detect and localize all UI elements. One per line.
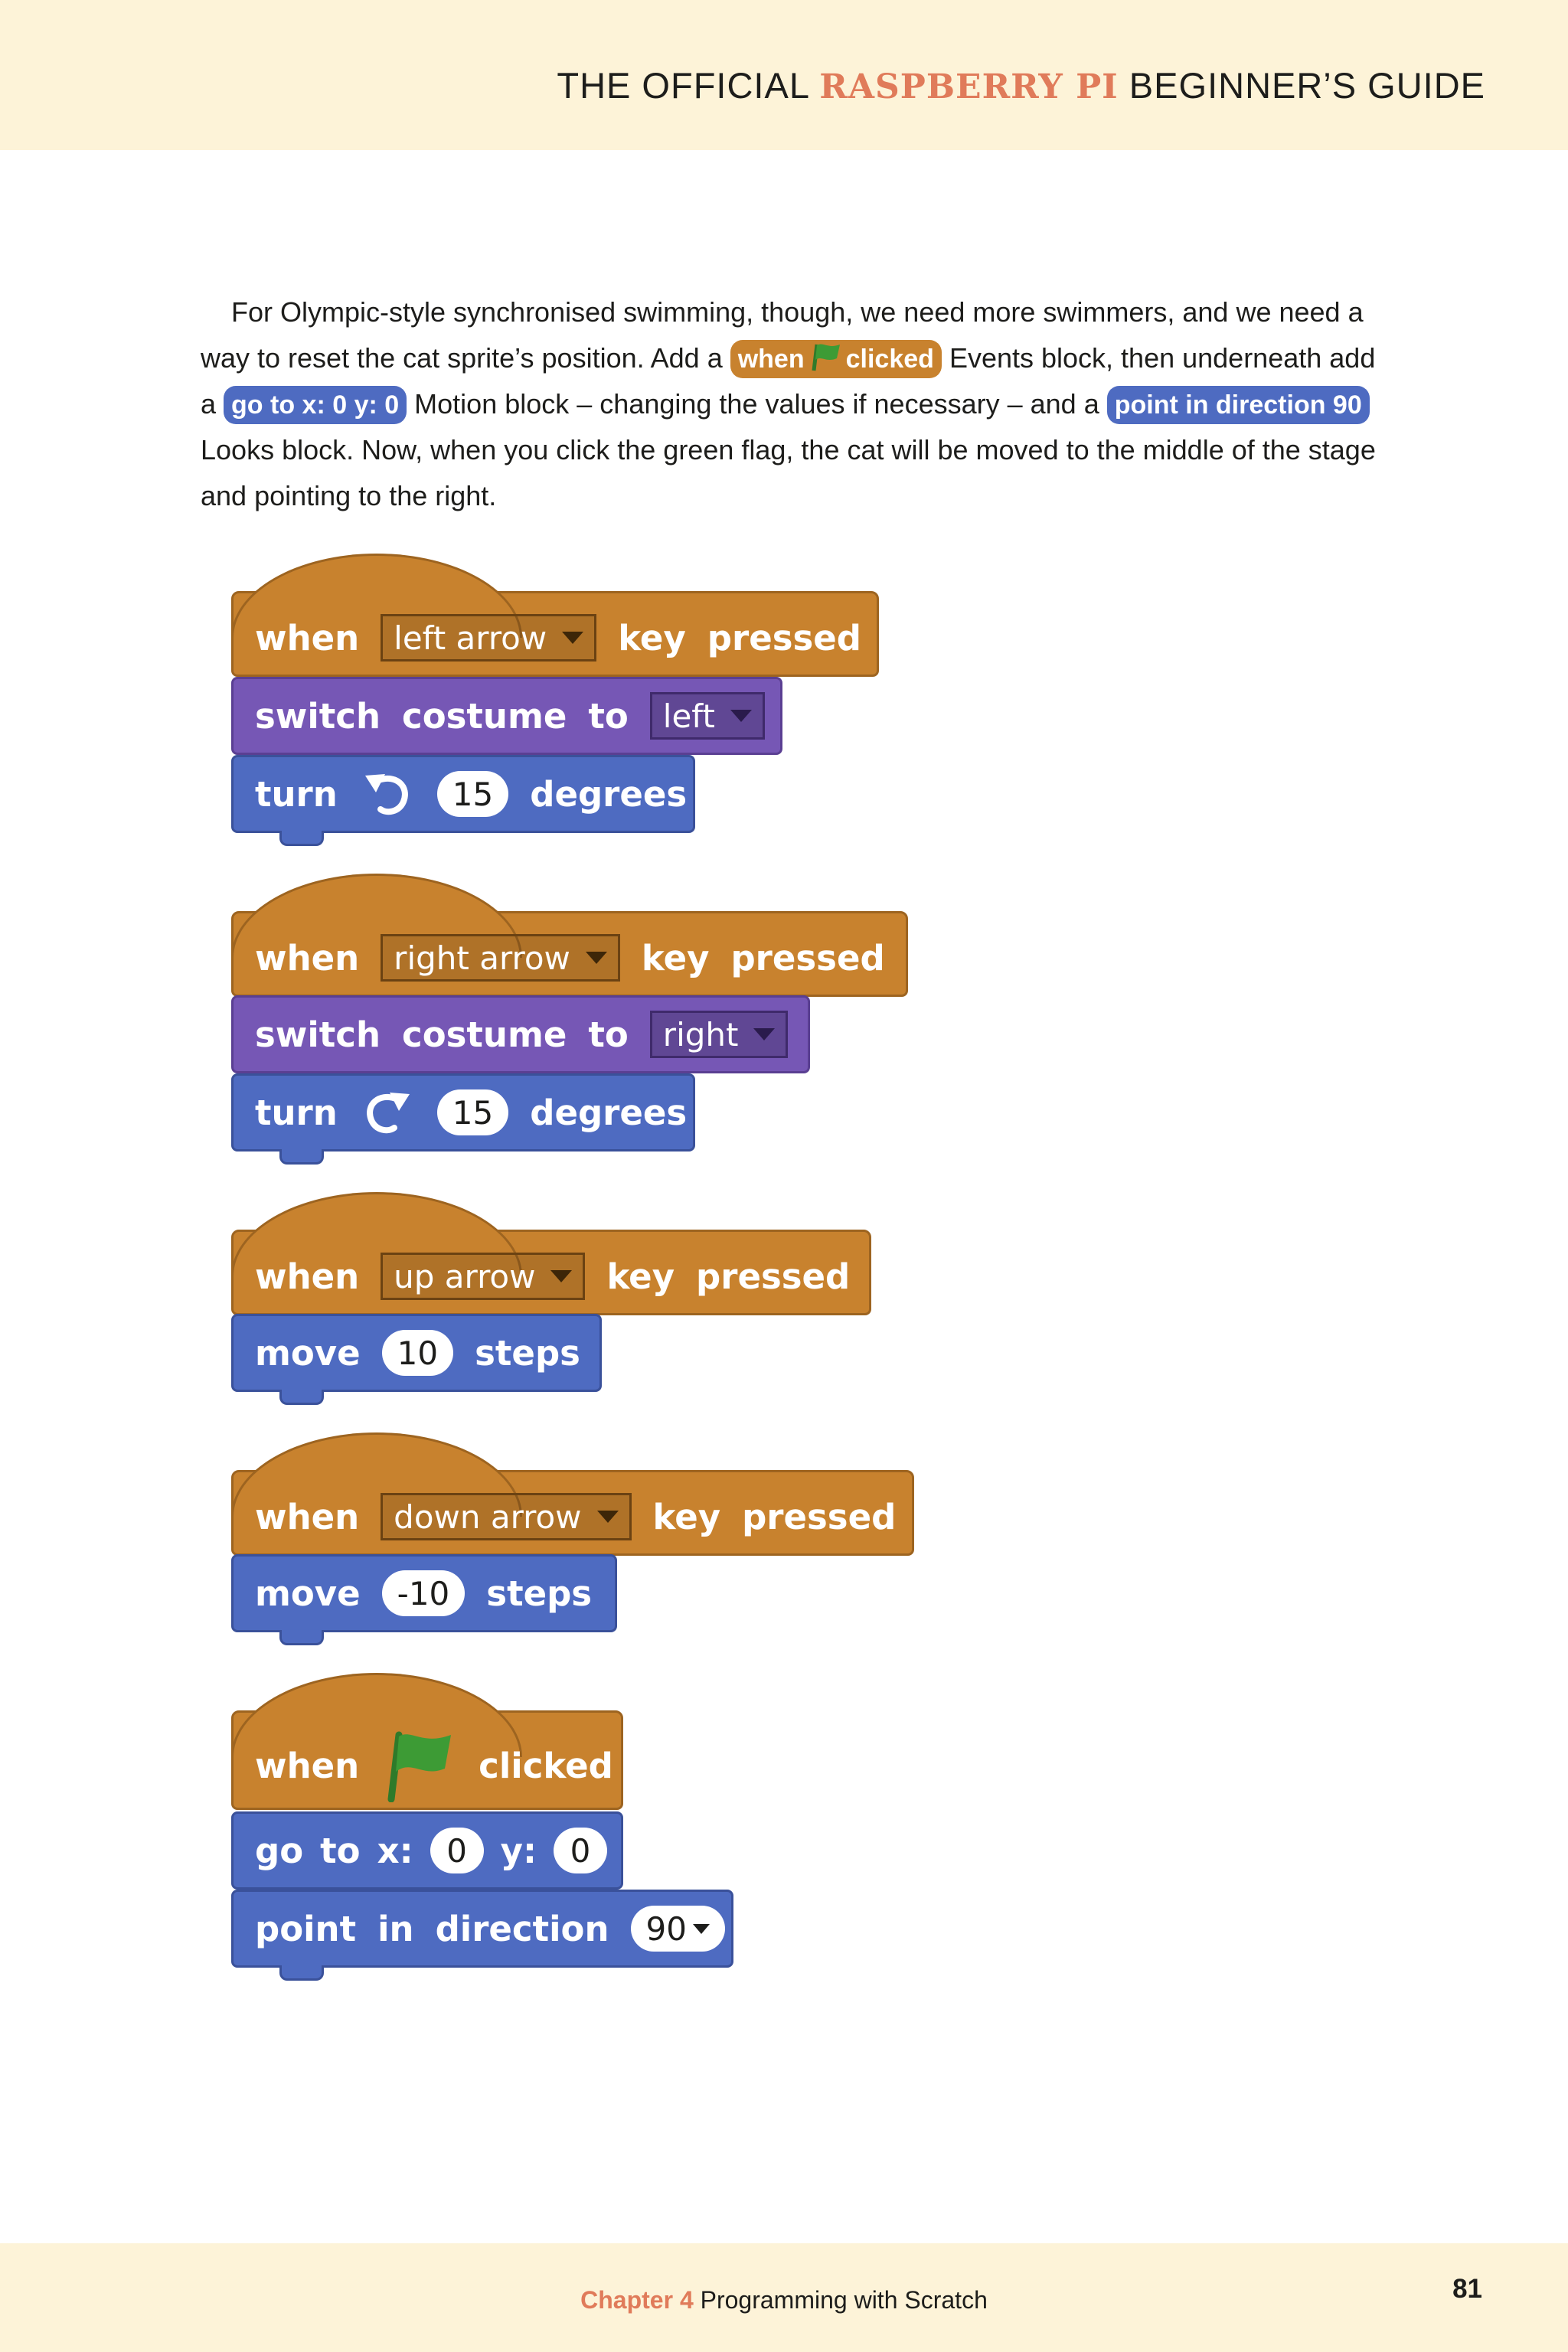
block-switch-costume-right[interactable] xyxy=(231,995,810,1073)
label-pressed: pressed xyxy=(742,1496,897,1537)
label-turn: turn xyxy=(255,1092,338,1133)
title-pre: THE OFFICIAL xyxy=(557,65,820,106)
label-steps: steps xyxy=(486,1573,593,1614)
page-header xyxy=(0,0,1568,150)
label-pressed: pressed xyxy=(696,1256,851,1297)
chevron-down-icon xyxy=(753,1028,775,1040)
key-dropdown[interactable] xyxy=(381,614,596,662)
key-dropdown[interactable] xyxy=(381,934,620,982)
inline-goto-block: go to x: 0 y: 0 xyxy=(224,386,407,424)
steps-input[interactable]: -10 xyxy=(382,1570,466,1616)
block-notch xyxy=(279,1390,324,1405)
rotate-left-icon xyxy=(359,769,416,818)
y-input[interactable]: 0 xyxy=(554,1828,607,1873)
chapter-title: Programming with Scratch xyxy=(693,2286,988,2314)
key-dropdown[interactable] xyxy=(381,1253,585,1300)
label-x: x: xyxy=(377,1830,413,1871)
label-when: when xyxy=(255,617,360,658)
chevron-down-icon xyxy=(562,632,583,644)
key-dropdown[interactable] xyxy=(381,1493,631,1540)
hat-when-flag-clicked[interactable] xyxy=(231,1710,623,1810)
label-switch: switch xyxy=(255,695,381,737)
key-option: right arrow xyxy=(394,939,570,977)
body-paragraph xyxy=(201,289,1380,519)
key-option: down arrow xyxy=(394,1498,582,1536)
label-pressed: pressed xyxy=(730,937,885,978)
pill-when-label: when xyxy=(737,345,805,374)
label-key: key xyxy=(618,617,686,658)
block-move-minus-10[interactable] xyxy=(231,1554,617,1632)
chevron-down-icon xyxy=(693,1924,710,1934)
text-run: Looks block. Now, when you click the green flag, the cat will be moved to the middle of the stage and pointing to the right. xyxy=(201,434,1376,511)
chevron-down-icon xyxy=(550,1270,572,1282)
hat-when-key-pressed-up[interactable] xyxy=(231,1230,871,1315)
label-costume: costume xyxy=(402,1014,567,1055)
key-option: left arrow xyxy=(394,619,547,657)
title-post: BEGINNER’S GUIDE xyxy=(1118,65,1485,106)
block-turn-left[interactable] xyxy=(231,755,695,833)
label-in: in xyxy=(377,1908,414,1949)
block-point-in-direction[interactable] xyxy=(231,1890,733,1968)
chapter-label: Chapter 4 xyxy=(580,2286,694,2314)
label-steps: steps xyxy=(475,1332,580,1374)
chevron-down-icon xyxy=(730,710,752,722)
block-turn-right[interactable] xyxy=(231,1073,695,1152)
chapter-caption xyxy=(0,2286,1568,2314)
costume-dropdown[interactable] xyxy=(650,1011,789,1058)
label-clicked: clicked xyxy=(479,1745,613,1786)
key-option: up arrow xyxy=(394,1257,536,1295)
label-switch: switch xyxy=(255,1014,381,1055)
hat-when-key-pressed-right[interactable] xyxy=(231,911,908,997)
costume-option: right xyxy=(662,1015,739,1054)
label-degrees: degrees xyxy=(530,1092,688,1133)
book-title xyxy=(557,64,1485,106)
label-key: key xyxy=(641,937,710,978)
x-input[interactable]: 0 xyxy=(430,1828,484,1873)
label-costume: costume xyxy=(402,695,567,737)
label-to: to xyxy=(588,1014,629,1055)
label-when: when xyxy=(255,1745,360,1786)
label-when: when xyxy=(255,1496,360,1537)
block-switch-costume-left[interactable] xyxy=(231,677,782,755)
green-flag-icon xyxy=(808,341,843,372)
hat-when-key-pressed-down[interactable] xyxy=(231,1470,914,1556)
text-run: Events block, then underneath add a xyxy=(201,342,1376,420)
direction-input[interactable] xyxy=(631,1906,725,1952)
costume-dropdown[interactable] xyxy=(650,692,765,740)
label-to: to xyxy=(588,695,629,737)
chevron-down-icon xyxy=(586,952,607,964)
label-degrees: degrees xyxy=(530,773,688,815)
rotate-right-icon xyxy=(359,1088,416,1137)
degrees-input[interactable]: 15 xyxy=(437,771,508,817)
block-notch xyxy=(279,1149,324,1165)
page-number: 81 xyxy=(1452,2274,1482,2304)
label-go: go xyxy=(255,1830,304,1871)
label-key: key xyxy=(652,1496,721,1537)
label-direction: direction xyxy=(435,1908,609,1949)
steps-input[interactable]: 10 xyxy=(382,1330,453,1376)
inline-point-direction-block: point in direction 90 xyxy=(1107,386,1370,424)
label-point: point xyxy=(255,1908,357,1949)
degrees-input[interactable]: 15 xyxy=(437,1089,508,1135)
label-turn: turn xyxy=(255,773,338,815)
title-brand: RASPBERRY PI xyxy=(819,67,1119,106)
hat-when-key-pressed-left[interactable] xyxy=(231,591,879,677)
block-move-10[interactable] xyxy=(231,1314,602,1392)
text-run: For Olympic-style synchronised swimming, though, we need more swimmers, and we need a way to reset the cat sprite’s position. Add a xyxy=(201,296,1364,374)
block-notch xyxy=(279,1630,324,1645)
costume-option: left xyxy=(662,697,715,735)
block-notch xyxy=(279,1965,324,1981)
label-move: move xyxy=(255,1332,361,1374)
direction-value: 90 xyxy=(645,1909,687,1948)
pill-clicked-label: clicked xyxy=(845,345,934,374)
label-to: to xyxy=(320,1830,361,1871)
label-move: move xyxy=(255,1573,361,1614)
label-when: when xyxy=(255,937,360,978)
label-pressed: pressed xyxy=(707,617,862,658)
text-run: Motion block – changing the values if necessary – and a xyxy=(407,388,1107,420)
label-when: when xyxy=(255,1256,360,1297)
green-flag-icon xyxy=(381,1729,457,1802)
block-go-to-xy[interactable] xyxy=(231,1811,623,1890)
page-footer xyxy=(0,2243,1568,2352)
chevron-down-icon xyxy=(597,1511,619,1523)
label-y: y: xyxy=(500,1830,537,1871)
block-notch xyxy=(279,831,324,846)
inline-when-flag-clicked-block xyxy=(730,340,942,378)
label-key: key xyxy=(606,1256,675,1297)
